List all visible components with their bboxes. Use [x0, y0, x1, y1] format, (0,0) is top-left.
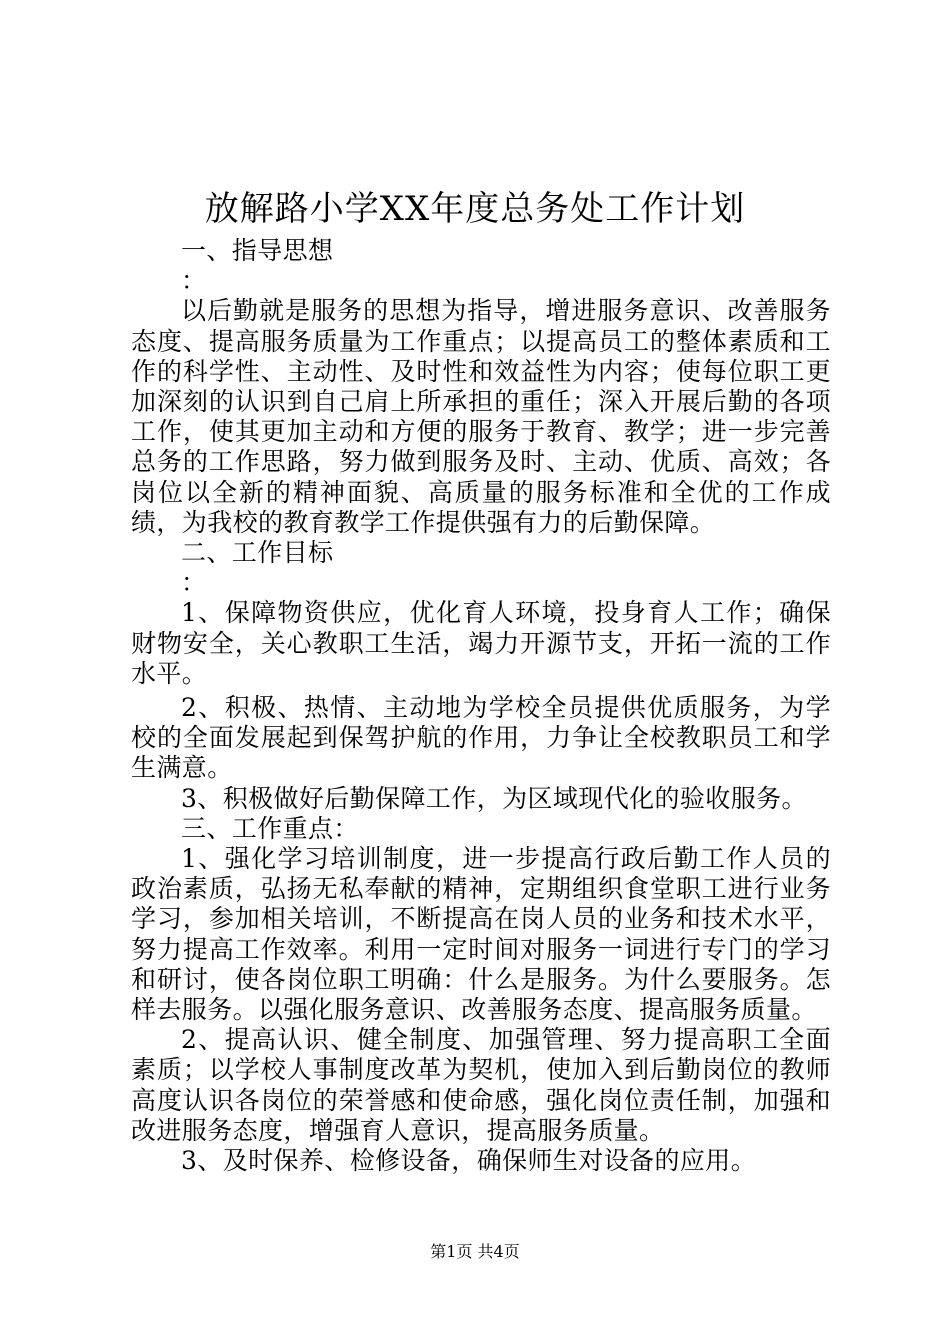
goal-item: 1、保障物资供应，优化育人环境，投身育人工作；确保财物安全，关心教职工生活，竭力开源节支，开拓一流的工作水平。 — [131, 598, 831, 688]
focus-item: 1、强化学习培训制度，进一步提高行政后勤工作人员的政治素质，弘扬无私奉献的精神，定期组织食堂职工进行业务学习，参加相关培训，不断提高在岗人员的业务和技术水平，努力提高工作效率。利用一定时间对服务一词进行专门的学习和研讨，使各岗位职工明确：什么是服务。为什么要服务。怎样去服务。以强化服务意识、改善服务态度、提高服务质量。 — [131, 844, 831, 1025]
section-heading-guiding-thought: 一、指导思想 — [181, 236, 334, 265]
section-heading-work-focus: 三、工作重点： — [181, 813, 359, 843]
goal-item: 3、积极做好后勤保障工作，为区域现代化的验收服务。 — [181, 783, 807, 813]
section-colon: ： — [181, 568, 207, 598]
section-heading-work-goals: 二、工作目标 — [181, 538, 334, 568]
page-footer: 第1页 共4页 — [430, 1242, 520, 1261]
focus-item: 2、提高认识、健全制度、加强管理、努力提高职工全面素质；以学校人事制度改革为契机，使加入到后勤岗位的教师高度认识各岗位的荣誉感和使命感，强化岗位责任制，加强和改进服务态度，增强育人意识，提高服务质量。 — [131, 1025, 831, 1145]
goal-item: 2、积极、热情、主动地为学校全员提供优质服务，为学校的全面发展起到保驾护航的作用，力争让全校教职员工和学生满意。 — [131, 693, 831, 783]
section-colon: ： — [181, 266, 207, 296]
document-title: 放解路小学XX年度总务处工作计划 — [204, 189, 746, 229]
body-paragraph: 以后勤就是服务的思想为指导，增进服务意识、改善服务态度、提高服务质量为工作重点；以提高员工的整体素质和工作的科学性、主动性、及时性和效益性为内容；使每位职工更加深刻的认识到自己肩上所承担的重任；深入开展后勤的各项工作，使其更加主动和方便的服务于教育、教学；进一步完善总务的工作思路，努力做到服务及时、主动、优质、高效；各岗位以全新的精神面貌、高质量的服务标准和全优的工作成绩，为我校的教育教学工作提供强有力的后勤保障。 — [131, 296, 831, 537]
document-body — [131, 236, 831, 1176]
focus-item: 3、及时保养、检修设备，确保师生对设备的应用。 — [181, 1146, 757, 1176]
